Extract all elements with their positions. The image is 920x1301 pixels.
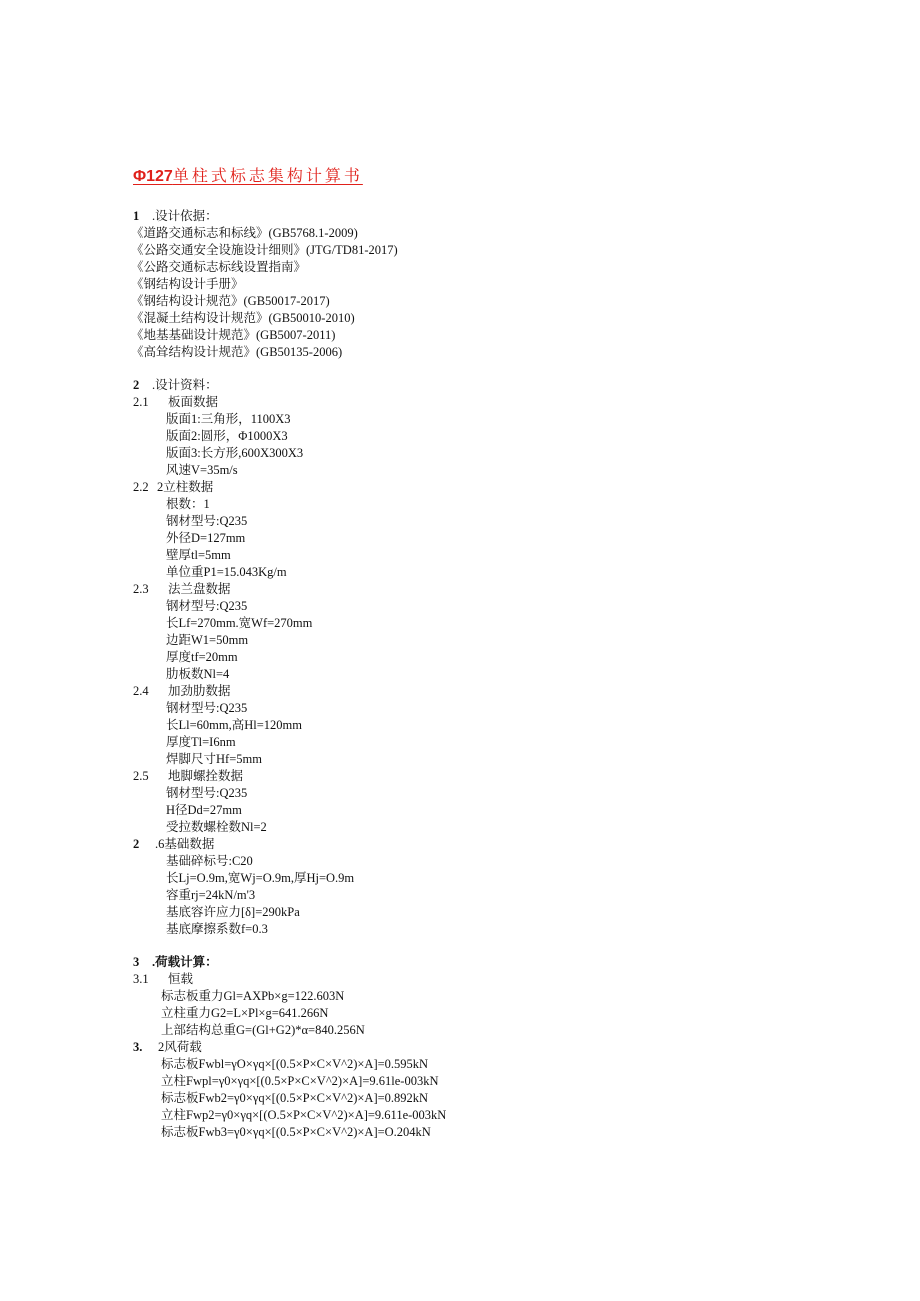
title-prefix: Φ127: [133, 168, 173, 185]
section-title: .设计依据：: [152, 209, 218, 223]
document-title: [133, 163, 363, 186]
data-line: 焊脚尺寸Hf=5mm: [166, 752, 262, 766]
reference-line: 《高耸结构设计规范》(GB50135-2006): [131, 345, 343, 359]
data-line: 版面3:长方形,600X300X3: [166, 446, 304, 460]
document-body: [0, 208, 920, 1141]
data-line: 钢材型号:Q235: [166, 701, 248, 715]
data-line: 边距W1=50mm: [166, 633, 249, 647]
data-line: 容重rj=24kN/m'3: [166, 888, 256, 902]
reference-line: 《钢结构设计规范》(GB50017-2017): [131, 294, 330, 308]
data-line: 基底容许应力[δ]=290kPa: [166, 905, 300, 919]
section-number: 1: [133, 209, 140, 223]
section-3-heading: [0, 954, 920, 971]
data-line: 壁厚tl=5mm: [166, 548, 231, 562]
subsection-heading: 2.1 板面数据: [133, 395, 219, 409]
section-number: 3: [133, 955, 140, 969]
title-text: 单柱式标志集构计算书: [172, 168, 363, 185]
data-line: 风速V=35m/s: [166, 463, 238, 477]
subsection-heading: 2.4 加劲肋数据: [133, 684, 231, 698]
section-2-heading: [0, 377, 920, 394]
data-line: 厚度Tl=I6nm: [166, 735, 236, 749]
data-line: 长Ll=60mm,高Hl=120mm: [166, 718, 302, 732]
subsection-heading: 2.3 法兰盘数据: [133, 582, 231, 596]
subsection-heading: 2.2 2立柱数据: [133, 480, 214, 494]
data-line: 长Lf=270mm.宽Wf=270mm: [166, 616, 313, 630]
data-line: 标志板Fwb2=γ0×γq×[(0.5×P×C×V^2)×A]=0.892kN: [161, 1091, 429, 1105]
section-1-heading: [0, 208, 920, 225]
data-line: 单位重P1=15.043Kg/m: [166, 565, 287, 579]
section-title: .设计资料：: [152, 378, 218, 392]
reference-line: 《公路交通安全设施设计细则》(JTG/TD81-2017): [131, 243, 398, 257]
data-line: 基底摩擦系数f=0.3: [166, 922, 268, 936]
reference-line: 《钢结构设计手册》: [131, 277, 244, 291]
data-line: 上部结构总重G=(Gl+G2)*α=840.256N: [161, 1023, 365, 1037]
data-line: 标志板重力Gl=AXPb×g=122.603N: [161, 989, 345, 1003]
data-line: 标志板Fwb3=γ0×γq×[(0.5×P×C×V^2)×A]=O.204kN: [161, 1125, 431, 1139]
section-title: .荷载计算：: [152, 955, 218, 969]
data-line: 立柱Fwpl=γ0×γq×[(0.5×P×C×V^2)×A]=9.61le-003kN: [161, 1074, 439, 1088]
data-line: 标志板Fwbl=γO×γq×[(0.5×P×C×V^2)×A]=0.595kN: [161, 1057, 429, 1071]
subsection-heading: 2 .6基础数据: [133, 837, 215, 851]
data-line: 肋板数Nl=4: [166, 667, 230, 681]
reference-line: 《公路交通标志标线设置指南》: [131, 260, 307, 274]
data-line: H径Dd=27mm: [166, 803, 242, 817]
data-line: 基础碎标号:C20: [166, 854, 253, 868]
subsection-heading: 3.1 恒载: [133, 972, 194, 986]
data-line: 厚度tf=20mm: [166, 650, 238, 664]
data-line: 外径D=127mm: [166, 531, 246, 545]
data-line: 受拉数螺栓数Nl=2: [166, 820, 267, 834]
data-line: 钢材型号:Q235: [166, 599, 248, 613]
data-line: 钢材型号:Q235: [166, 514, 248, 528]
reference-line: 《混凝土结构设计规范》(GB50010-2010): [131, 311, 355, 325]
subsection-heading: 2.5 地脚螺拴数据: [133, 769, 244, 783]
subsection-heading: 3. 2风荷载: [133, 1040, 202, 1054]
data-line: 立柱Fwp2=γ0×γq×[(O.5×P×C×V^2)×A]=9.611e-003kN: [161, 1108, 447, 1122]
data-line: 版面1:三角形，1100X3: [166, 412, 291, 426]
section-number: 2: [133, 378, 140, 392]
reference-line: 《地基基础设计规范》(GB5007-2011): [131, 328, 336, 342]
data-line: 根数：1: [166, 497, 210, 511]
data-line: 版面2:圆形，Φ1000X3: [166, 429, 288, 443]
data-line: 长Lj=O.9m,宽Wj=O.9m,厚Hj=O.9m: [166, 871, 355, 885]
reference-line: 《道路交通标志和标线》(GB5768.1-2009): [131, 226, 358, 240]
data-line: 钢材型号:Q235: [166, 786, 248, 800]
data-line: 立柱重力G2=L×Pl×g=641.266N: [161, 1006, 329, 1020]
